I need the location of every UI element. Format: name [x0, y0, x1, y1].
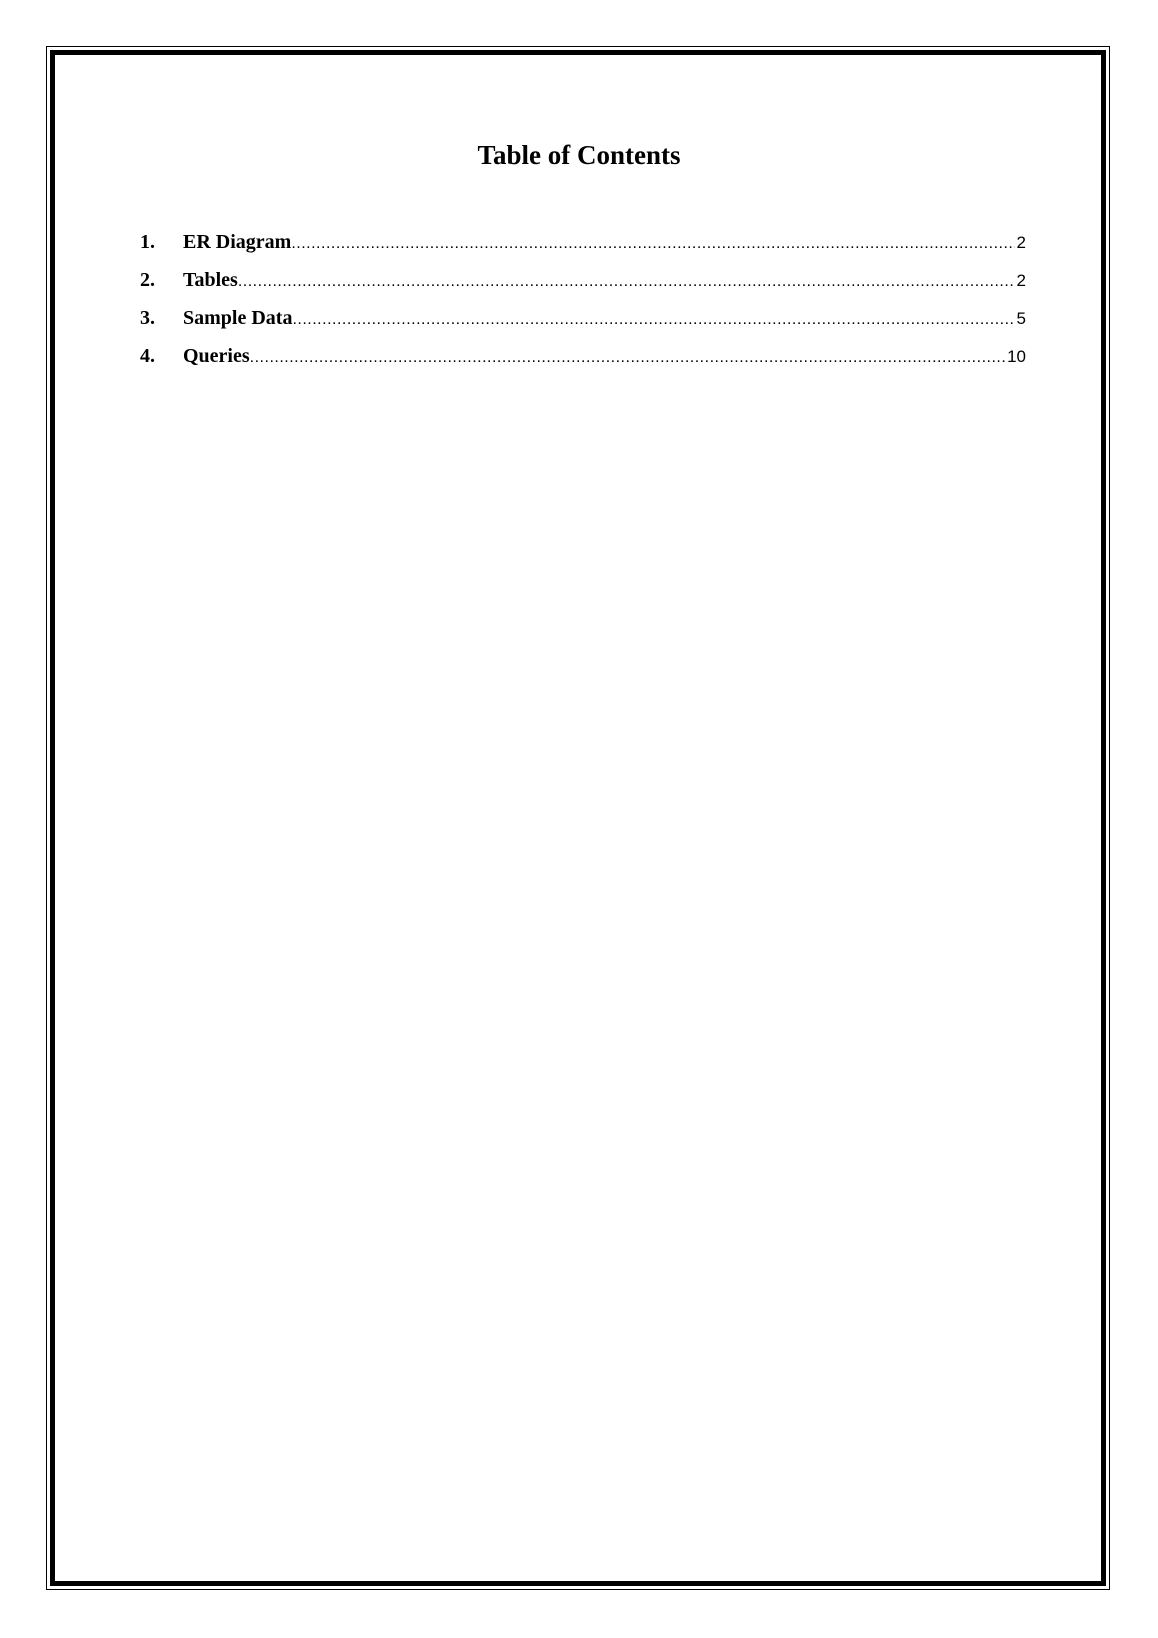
toc-title: Table of Contents — [477, 140, 681, 170]
toc-entry[interactable] — [140, 304, 1026, 342]
toc-entry-number: 4. — [140, 345, 155, 367]
toc-entry-page[interactable]: 10 — [1007, 347, 1026, 366]
toc-entry-text[interactable]: Queries — [183, 345, 250, 367]
toc-entry-page[interactable]: 5 — [1016, 309, 1026, 328]
toc-dot-leader — [238, 268, 1015, 296]
toc-dot-leader — [250, 344, 1005, 372]
toc-entry[interactable] — [140, 228, 1026, 266]
toc-dot-leader — [291, 230, 1014, 258]
toc-list — [140, 228, 1026, 380]
toc-entry-text[interactable]: Sample Data — [183, 307, 293, 329]
toc-entry-page[interactable]: 2 — [1016, 233, 1026, 252]
toc-entry-number: 2. — [140, 269, 155, 291]
toc-entry-page[interactable]: 2 — [1016, 271, 1026, 290]
toc-entry-number: 1. — [140, 231, 155, 253]
toc-entry-text[interactable]: Tables — [183, 269, 238, 291]
toc-entry[interactable] — [140, 342, 1026, 380]
toc-dot-leader — [292, 306, 1014, 334]
toc-entry[interactable] — [140, 266, 1026, 304]
toc-entry-number: 3. — [140, 307, 155, 329]
toc-entry-text[interactable]: ER Diagram — [183, 231, 292, 253]
